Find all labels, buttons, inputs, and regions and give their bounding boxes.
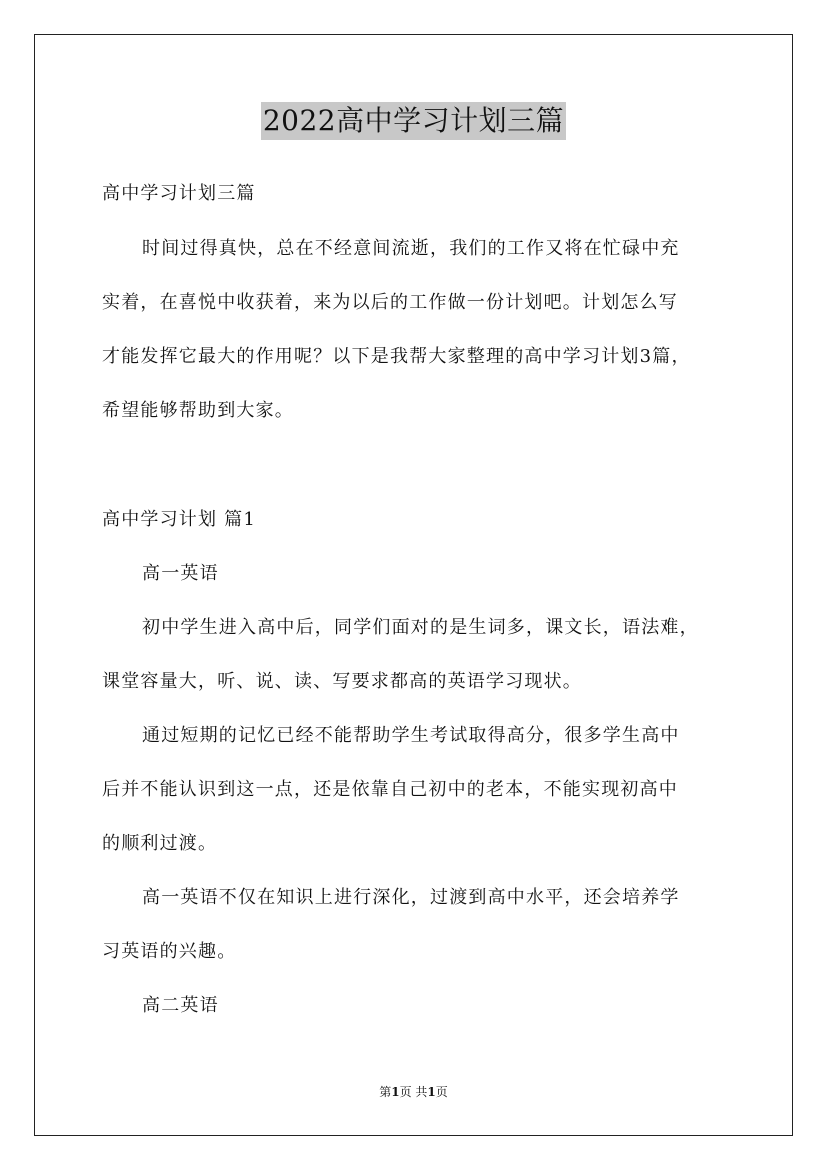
paragraph-line: 后并不能认识到这一点，还是依靠自己初中的老本，不能实现初高中 bbox=[102, 779, 678, 800]
document-title: 2022高中学习计划三篇 bbox=[261, 102, 566, 140]
subheading: 高二英语 bbox=[142, 995, 219, 1016]
title-wrap bbox=[0, 102, 827, 140]
paragraph-line: 时间过得真快，总在不经意间流逝，我们的工作又将在忙碌中充 bbox=[142, 238, 680, 259]
subheading: 高一英语 bbox=[142, 563, 219, 584]
footer-suffix: 页 bbox=[435, 1085, 448, 1099]
footer-page-number: 1 bbox=[391, 1085, 400, 1099]
paragraph-line: 习英语的兴趣。 bbox=[102, 941, 237, 962]
paragraph-line: 高一英语不仅在知识上进行深化，过渡到高中水平，还会培养学 bbox=[142, 887, 680, 908]
footer-mid: 页 共 bbox=[399, 1085, 428, 1099]
page-footer bbox=[0, 1084, 827, 1100]
paragraph-line: 的顺利过渡。 bbox=[102, 833, 218, 854]
footer-prefix: 第 bbox=[379, 1085, 392, 1099]
paragraph-line: 希望能够帮助到大家。 bbox=[102, 400, 294, 421]
section-heading: 高中学习计划 篇1 bbox=[102, 509, 256, 530]
paragraph-line: 初中学生进入高中后，同学们面对的是生词多，课文长，语法难， bbox=[142, 617, 699, 638]
footer-page-total: 1 bbox=[427, 1085, 436, 1099]
paragraph-line: 实着，在喜悦中收获着，来为以后的工作做一份计划吧。计划怎么写 bbox=[102, 292, 678, 313]
section-heading: 高中学习计划三篇 bbox=[102, 183, 256, 204]
paragraph-line: 课堂容量大，听、说、读、写要求都高的英语学习现状。 bbox=[102, 671, 582, 692]
paragraph-line: 通过短期的记忆已经不能帮助学生考试取得高分，很多学生高中 bbox=[142, 725, 680, 746]
paragraph-line: 才能发挥它最大的作用呢？以下是我帮大家整理的高中学习计划3篇， bbox=[102, 346, 691, 367]
